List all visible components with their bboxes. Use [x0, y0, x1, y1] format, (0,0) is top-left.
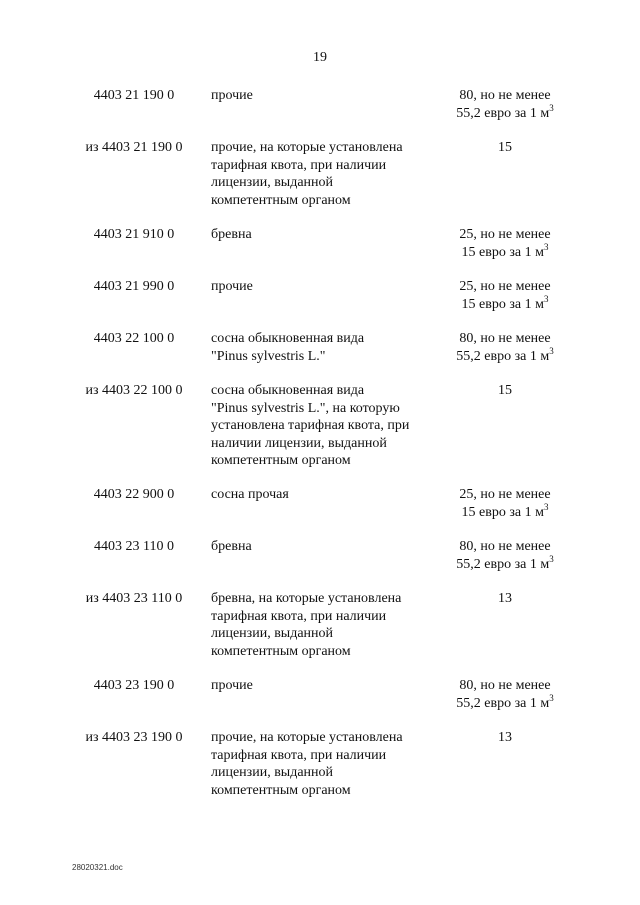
unit-superscript: 3	[549, 102, 554, 113]
unit-superscript: 3	[549, 692, 554, 703]
unit-superscript: 3	[543, 241, 549, 252]
description-line: наличии лицензии, выданной	[211, 435, 387, 451]
tariff-code: из 4403 22 100 0	[85, 383, 183, 398]
tariff-code: 4403 23 110 0	[94, 539, 174, 554]
goods-description	[211, 139, 431, 209]
description-line: бревна, на которые установлена	[211, 591, 402, 606]
rate-line	[437, 278, 573, 296]
duty-rate	[437, 729, 573, 747]
duty-rate	[437, 278, 573, 313]
rate-line	[437, 729, 573, 747]
description-line: тарифная квота, при наличии	[211, 747, 387, 763]
rate-line	[437, 102, 573, 123]
rate-text: 15 евро за 1 м	[461, 504, 544, 520]
rate-text: 13	[498, 730, 512, 745]
rate-text: 25, но не менее	[459, 227, 551, 242]
duty-rate	[437, 139, 573, 157]
description-line: бревна	[211, 539, 252, 554]
goods-description	[211, 87, 431, 105]
rate-line	[437, 382, 573, 400]
description-line: компетентным органом	[211, 643, 351, 659]
rate-text: 15 евро за 1 м	[461, 244, 544, 260]
rate-text: 55,2 евро за 1 м	[456, 556, 550, 572]
rate-text: 15 евро за 1 м	[461, 296, 544, 312]
duty-rate	[437, 590, 573, 608]
description-line: установлена тарифная квота, при	[211, 418, 410, 433]
duty-rate	[437, 87, 573, 122]
description-line: тарифная квота, при наличии	[211, 157, 387, 173]
rate-text: 55,2 евро за 1 м	[456, 348, 550, 364]
tariff-code: 4403 22 100 0	[93, 331, 175, 346]
goods-description	[211, 486, 431, 504]
rate-line	[437, 241, 573, 262]
unit-superscript: 3	[549, 553, 554, 564]
rate-text: 25, но не менее	[459, 279, 551, 294]
goods-description	[211, 590, 431, 660]
goods-description	[211, 226, 431, 244]
description-line: "Pinus sylvestris L.", на которую	[211, 400, 400, 416]
description-line: бревна	[211, 227, 252, 242]
rate-line	[437, 590, 573, 608]
description-line: лицензии, выданной	[211, 175, 334, 190]
duty-rate	[437, 330, 573, 365]
tariff-code: 4403 21 910 0	[93, 227, 175, 242]
rate-line	[437, 692, 573, 713]
description-line: компетентным органом	[211, 782, 351, 798]
description-line: компетентным органом	[211, 453, 351, 468]
duty-rate	[437, 382, 573, 400]
tariff-code: из 4403 23 190 0	[85, 730, 183, 745]
rate-text: 80, но не менее	[459, 678, 551, 693]
description-line: прочие, на которые установлена	[211, 730, 403, 745]
rate-line	[437, 293, 573, 314]
tariff-code: 4403 21 990 0	[93, 279, 175, 294]
tariff-code: из 4403 21 190 0	[85, 140, 183, 155]
tariff-code: 4403 22 900 0	[93, 487, 175, 502]
description-line: лицензии, выданной	[211, 626, 334, 641]
goods-description	[211, 729, 431, 799]
rate-line	[437, 226, 573, 244]
tariff-code: 4403 21 190 0	[93, 88, 175, 103]
duty-rate	[437, 486, 573, 521]
rate-text: 80, но не менее	[459, 331, 551, 346]
rate-text: 25, но не менее	[459, 487, 551, 502]
unit-superscript: 3	[543, 293, 549, 304]
description-line: прочие	[211, 88, 253, 103]
description-line: лицензии, выданной	[211, 765, 334, 780]
goods-description	[211, 278, 431, 296]
rate-line	[437, 501, 573, 522]
rate-line	[437, 345, 573, 366]
rate-line	[437, 486, 573, 504]
unit-superscript: 3	[543, 501, 549, 512]
rate-text: 80, но не менее	[459, 539, 551, 554]
description-line: сосна прочая	[211, 487, 289, 502]
description-line: сосна обыкновенная вида	[211, 331, 365, 346]
description-line: компетентным органом	[211, 192, 351, 208]
rate-text: 15	[498, 140, 512, 155]
description-line: прочие, на которые установлена	[211, 140, 403, 155]
footer-filename: 28020321.doc	[72, 863, 123, 872]
rate-text: 13	[498, 591, 512, 606]
tariff-code: из 4403 23 110 0	[85, 591, 183, 606]
rate-line	[437, 139, 573, 157]
description-line: сосна обыкновенная вида	[211, 383, 365, 398]
duty-rate	[437, 538, 573, 573]
goods-description	[211, 677, 431, 695]
rate-text: 15	[498, 383, 512, 398]
rate-text: 55,2 евро за 1 м	[456, 695, 550, 711]
goods-description	[211, 382, 431, 470]
duty-rate	[437, 677, 573, 712]
description-line: прочие	[211, 678, 253, 693]
rate-text: 55,2 евро за 1 м	[456, 105, 550, 121]
rate-line	[437, 553, 573, 574]
description-line: "Pinus sylvestris L."	[211, 348, 326, 364]
rate-text: 80, но не менее	[459, 88, 551, 103]
page-number: 19	[313, 50, 327, 65]
tariff-code: 4403 23 190 0	[93, 678, 175, 693]
description-line: прочие	[211, 279, 253, 294]
description-line: тарифная квота, при наличии	[211, 608, 387, 624]
unit-superscript: 3	[549, 345, 554, 356]
duty-rate	[437, 226, 573, 261]
goods-description	[211, 538, 431, 556]
goods-description	[211, 330, 431, 365]
